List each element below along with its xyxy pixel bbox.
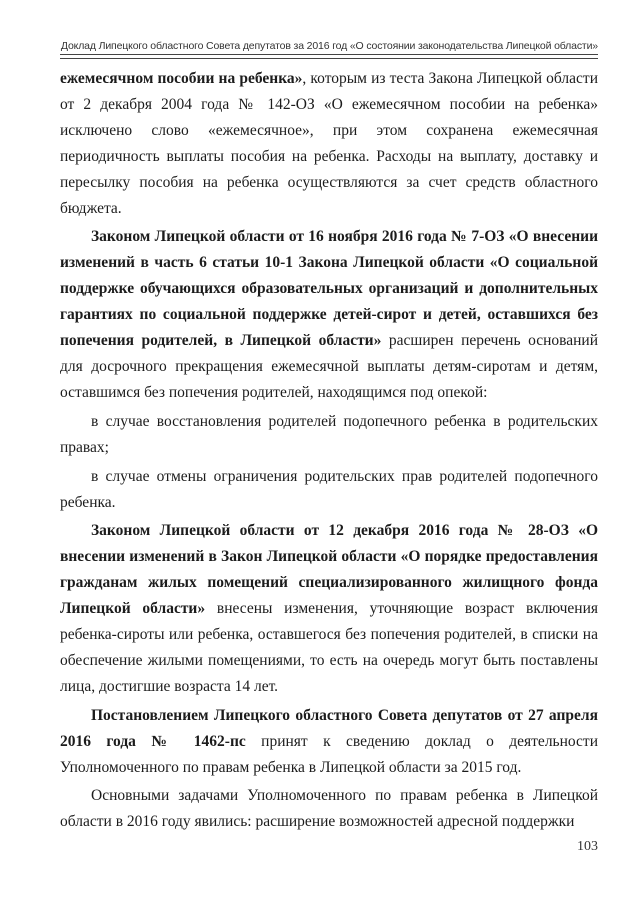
paragraph-2-bold: Законом Липецкой области от 16 ноября 2016 года № 7-ОЗ «О внесении изменений в часть 6 статьи 10-1 Закона Липецкой области «О социальной поддержке обучающихся образовательных организаций и дополнительных гарантиях по социальной поддержке детей-сирот и детей, оставшихся без попечения родителей, в Липецкой области»: [60, 228, 598, 350]
page-number: 103: [577, 839, 598, 854]
running-header: Доклад Липецкого областного Совета депутатов за 2016 год «О состоянии законодательства Липецкой области»: [60, 40, 598, 52]
paragraph-4-text: в случае отмены ограничения родительских прав родителей подопечного ребенка.: [60, 467, 598, 511]
paragraph-1: [60, 66, 598, 221]
paragraph-4: [60, 464, 598, 516]
paragraph-6-text: принят к сведению доклад о деятельности Уполномоченного по правам ребенка в Липецкой области за 2015 год.: [60, 732, 598, 776]
paragraph-7: [60, 783, 598, 835]
document-body: [60, 66, 598, 835]
paragraph-1-bold: ежемесячном пособии на ребенка»: [60, 70, 303, 87]
paragraph-7-text: Основными задачами Уполномоченного по правам ребенка в Липецкой области в 2016 году явились: расширение возможностей адресной поддержки: [60, 787, 598, 831]
paragraph-5: [60, 518, 598, 699]
paragraph-3-text: в случае восстановления родителей подопечного ребенка в родительских правах;: [60, 412, 598, 456]
paragraph-3: [60, 409, 598, 461]
paragraph-5-text: внесены изменения, уточняющие возраст включения ребенка-сироты или ребенка, оставшегося без попечения родителей, в списки на обеспечение жилыми помещениями, то есть на очередь могут быть поставлены лица, достигшие возраста 14 лет.: [60, 600, 598, 695]
paragraph-6-bold: Постановлением Липецкого областного Совета депутатов от 27 апреля 2016 года № 1462-пс: [60, 706, 598, 750]
paragraph-6: [60, 703, 598, 781]
paragraph-5-bold: Законом Липецкой области от 12 декабря 2016 года № 28-ОЗ «О внесении изменений в Закон Липецкой области «О порядке предоставления гражданам жилых помещений специализированного жилищного фонда Липецкой области»: [60, 522, 598, 618]
paragraph-1-text: , которым из теста Закона Липецкой области от 2 декабря 2004 года № 142-ОЗ «О ежемесячном пособии на ребенка» исключено слово «ежемесячное», при этом сохранена ежемесячная периодичность выплаты пособия на ребенка. Расходы на выплату, доставку и пересылку пособия на ребенка осуществляются за счет средств областного бюджета.: [60, 70, 598, 217]
paragraph-2: [60, 224, 598, 405]
header-rule: [60, 54, 598, 59]
paragraph-2-text: расширен перечень оснований для досрочного прекращения ежемесячной выплаты детям-сиротам и детям, оставшимся без попечения родителей, находящимся под опекой:: [60, 332, 599, 401]
